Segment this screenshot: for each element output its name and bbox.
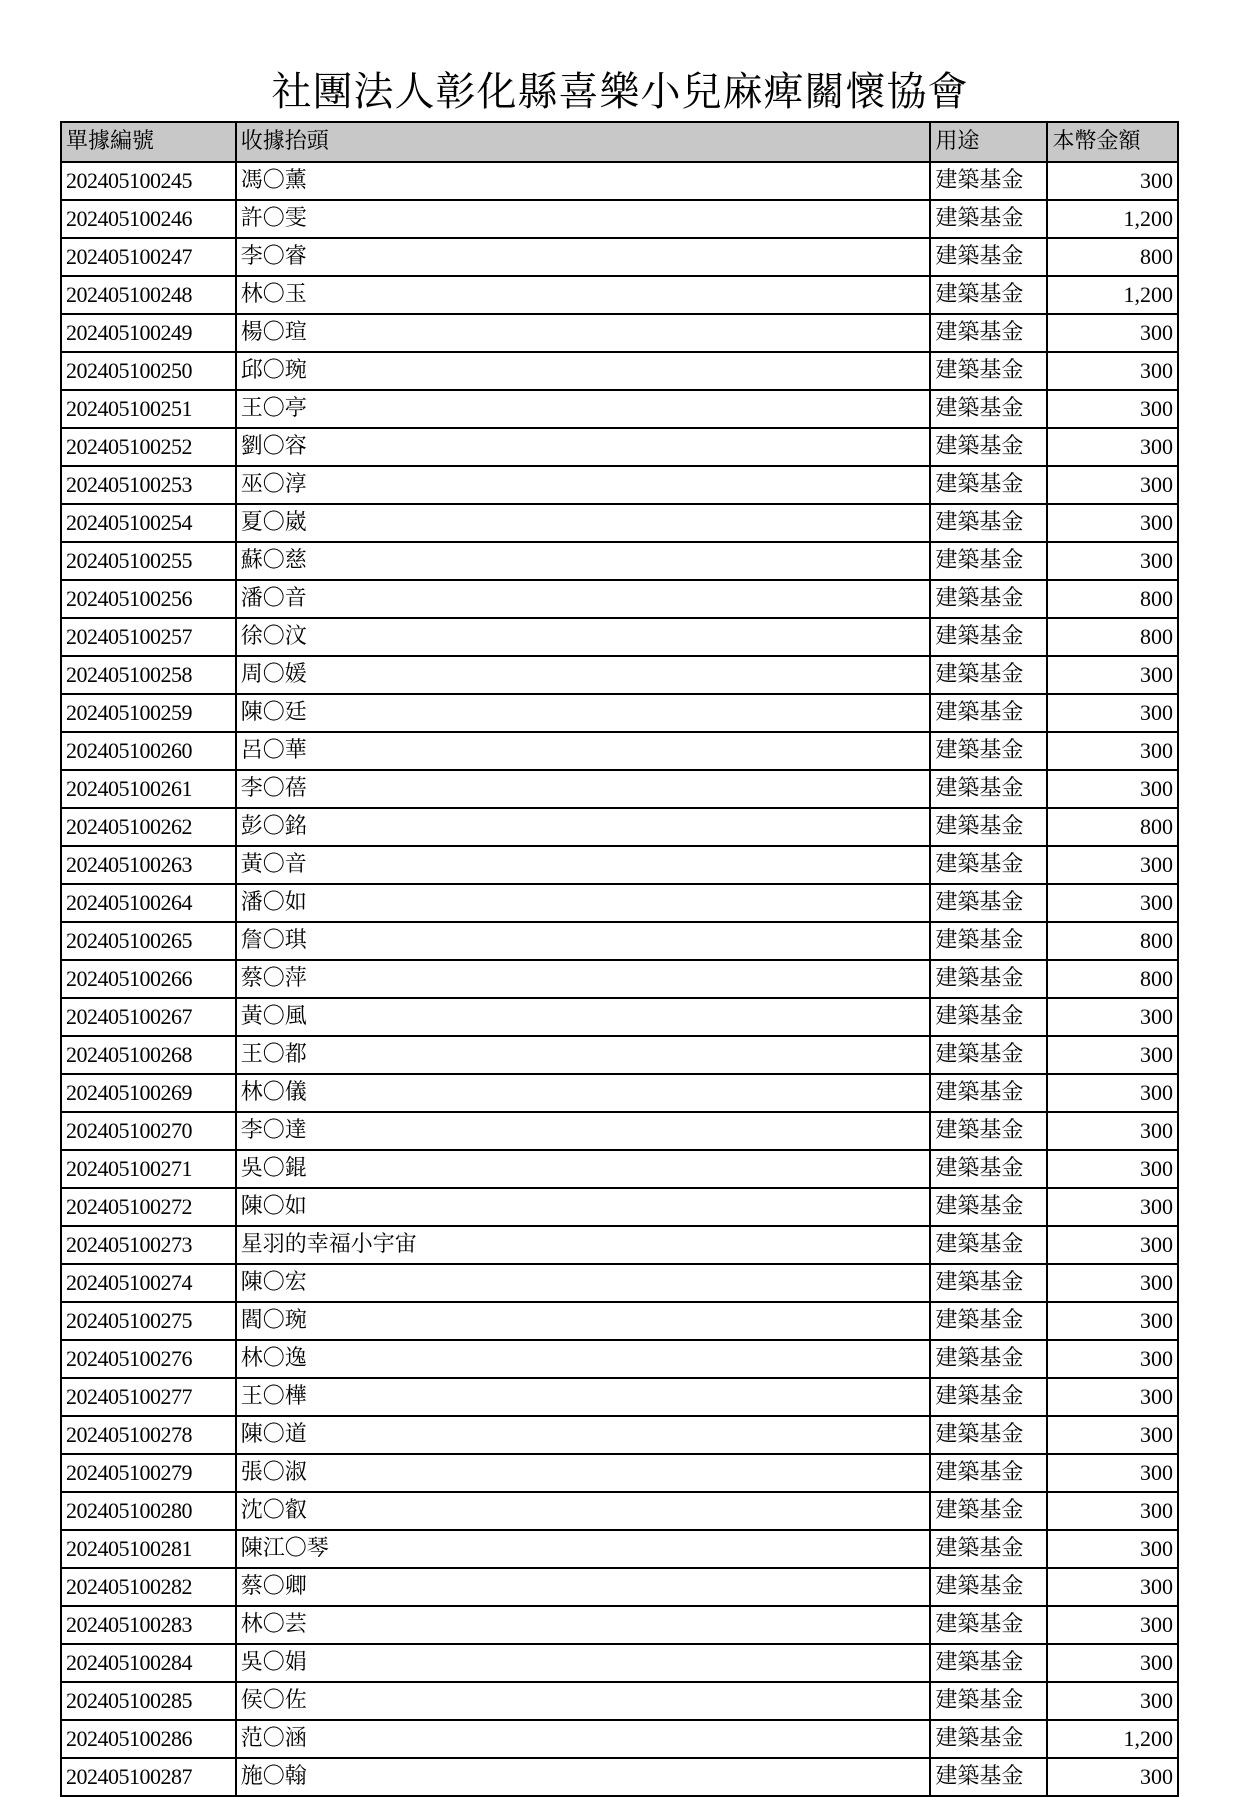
- purpose-cell: 建築基金: [930, 542, 1047, 580]
- table-row: [61, 846, 1178, 884]
- receipt-title-cell: 蔡〇卿: [236, 1568, 931, 1606]
- table-row: [61, 618, 1178, 656]
- receipt-title-cell: 星羽的幸福小宇宙: [236, 1226, 931, 1264]
- receipt-title-cell: 周〇媛: [236, 656, 931, 694]
- receipt-title-cell: 李〇睿: [236, 238, 931, 276]
- table-row: [61, 1264, 1178, 1302]
- receipt-title-cell: 潘〇音: [236, 580, 931, 618]
- receipt-title-cell: 李〇蓓: [236, 770, 931, 808]
- table-row: [61, 1112, 1178, 1150]
- receipt-title-cell: 閻〇琬: [236, 1302, 931, 1340]
- receipt-number-cell: 202405100248: [61, 276, 236, 314]
- receipt-title-cell: 潘〇如: [236, 884, 931, 922]
- amount-cell: 800: [1047, 580, 1178, 618]
- header-receipt-number: 單據編號: [61, 122, 236, 162]
- receipt-number-cell: 202405100266: [61, 960, 236, 998]
- purpose-cell: 建築基金: [930, 1188, 1047, 1226]
- amount-cell: 300: [1047, 162, 1178, 200]
- receipt-number-cell: 202405100285: [61, 1682, 236, 1720]
- table-row: [61, 1340, 1178, 1378]
- receipt-number-cell: 202405100281: [61, 1530, 236, 1568]
- purpose-cell: 建築基金: [930, 1340, 1047, 1378]
- purpose-cell: 建築基金: [930, 390, 1047, 428]
- purpose-cell: 建築基金: [930, 770, 1047, 808]
- amount-cell: 300: [1047, 1302, 1178, 1340]
- receipt-title-cell: 馮〇薰: [236, 162, 931, 200]
- amount-cell: 300: [1047, 694, 1178, 732]
- purpose-cell: 建築基金: [930, 808, 1047, 846]
- receipt-title-cell: 楊〇瑄: [236, 314, 931, 352]
- receipt-title-cell: 彭〇銘: [236, 808, 931, 846]
- table-row: [61, 466, 1178, 504]
- receipt-title-cell: 陳〇道: [236, 1416, 931, 1454]
- table-row: [61, 162, 1178, 200]
- receipt-title-cell: 徐〇汶: [236, 618, 931, 656]
- purpose-cell: 建築基金: [930, 846, 1047, 884]
- purpose-cell: 建築基金: [930, 276, 1047, 314]
- amount-cell: 800: [1047, 960, 1178, 998]
- amount-cell: 300: [1047, 732, 1178, 770]
- receipt-number-cell: 202405100252: [61, 428, 236, 466]
- receipt-title-cell: 林〇逸: [236, 1340, 931, 1378]
- purpose-cell: 建築基金: [930, 200, 1047, 238]
- table-row: [61, 770, 1178, 808]
- receipt-title-cell: 王〇亭: [236, 390, 931, 428]
- table-row: [61, 1226, 1178, 1264]
- receipt-title-cell: 蘇〇慈: [236, 542, 931, 580]
- purpose-cell: 建築基金: [930, 1378, 1047, 1416]
- receipt-title-cell: 林〇儀: [236, 1074, 931, 1112]
- receipt-number-cell: 202405100275: [61, 1302, 236, 1340]
- amount-cell: 300: [1047, 504, 1178, 542]
- table-row: [61, 808, 1178, 846]
- receipt-number-cell: 202405100276: [61, 1340, 236, 1378]
- table-row: [61, 732, 1178, 770]
- receipt-number-cell: 202405100256: [61, 580, 236, 618]
- receipt-number-cell: 202405100255: [61, 542, 236, 580]
- receipt-title-cell: 陳〇廷: [236, 694, 931, 732]
- receipt-number-cell: 202405100274: [61, 1264, 236, 1302]
- amount-cell: 1,200: [1047, 276, 1178, 314]
- receipt-number-cell: 202405100261: [61, 770, 236, 808]
- purpose-cell: 建築基金: [930, 504, 1047, 542]
- purpose-cell: 建築基金: [930, 1264, 1047, 1302]
- receipt-title-cell: 許〇雯: [236, 200, 931, 238]
- amount-cell: 300: [1047, 770, 1178, 808]
- purpose-cell: 建築基金: [930, 466, 1047, 504]
- amount-cell: 300: [1047, 1036, 1178, 1074]
- purpose-cell: 建築基金: [930, 162, 1047, 200]
- receipt-number-cell: 202405100257: [61, 618, 236, 656]
- table-row: [61, 1416, 1178, 1454]
- purpose-cell: 建築基金: [930, 314, 1047, 352]
- purpose-cell: 建築基金: [930, 1416, 1047, 1454]
- table-row: [61, 580, 1178, 618]
- receipt-title-cell: 邱〇琬: [236, 352, 931, 390]
- receipt-number-cell: 202405100250: [61, 352, 236, 390]
- table-row: [61, 1036, 1178, 1074]
- document-title: 社團法人彰化縣喜樂小兒麻痺關懷協會: [271, 69, 969, 115]
- table-row: [61, 1568, 1178, 1606]
- receipt-title-cell: 黃〇音: [236, 846, 931, 884]
- amount-cell: 1,200: [1047, 200, 1178, 238]
- table-row: [61, 276, 1178, 314]
- table-row: [61, 1682, 1178, 1720]
- receipt-number-cell: 202405100270: [61, 1112, 236, 1150]
- receipt-number-cell: 202405100263: [61, 846, 236, 884]
- amount-cell: 800: [1047, 808, 1178, 846]
- purpose-cell: 建築基金: [930, 998, 1047, 1036]
- header-amount: 本幣金額: [1047, 122, 1178, 162]
- receipt-number-cell: 202405100287: [61, 1758, 236, 1796]
- amount-cell: 300: [1047, 1416, 1178, 1454]
- amount-cell: 300: [1047, 884, 1178, 922]
- receipt-title-cell: 張〇淑: [236, 1454, 931, 1492]
- table-row: [61, 1378, 1178, 1416]
- purpose-cell: 建築基金: [930, 1682, 1047, 1720]
- amount-cell: 800: [1047, 922, 1178, 960]
- table-row: [61, 1188, 1178, 1226]
- receipt-number-cell: 202405100284: [61, 1644, 236, 1682]
- amount-cell: 300: [1047, 1340, 1178, 1378]
- amount-cell: 300: [1047, 1758, 1178, 1796]
- amount-cell: 300: [1047, 1682, 1178, 1720]
- amount-cell: 300: [1047, 1568, 1178, 1606]
- receipt-number-cell: 202405100286: [61, 1720, 236, 1758]
- table-row: [61, 542, 1178, 580]
- amount-cell: 300: [1047, 390, 1178, 428]
- receipt-title-cell: 巫〇淳: [236, 466, 931, 504]
- receipt-number-cell: 202405100249: [61, 314, 236, 352]
- table-row: [61, 1302, 1178, 1340]
- receipt-title-cell: 陳江〇琴: [236, 1530, 931, 1568]
- table-row: [61, 1492, 1178, 1530]
- receipt-title-cell: 范〇涵: [236, 1720, 931, 1758]
- receipt-table: [60, 121, 1179, 1797]
- table-row: [61, 656, 1178, 694]
- receipt-title-cell: 劉〇容: [236, 428, 931, 466]
- receipt-title-cell: 呂〇華: [236, 732, 931, 770]
- table-row: [61, 1454, 1178, 1492]
- receipt-number-cell: 202405100279: [61, 1454, 236, 1492]
- purpose-cell: 建築基金: [930, 1530, 1047, 1568]
- receipt-title-cell: 陳〇如: [236, 1188, 931, 1226]
- amount-cell: 300: [1047, 1492, 1178, 1530]
- purpose-cell: 建築基金: [930, 884, 1047, 922]
- table-row: [61, 1074, 1178, 1112]
- header-purpose: 用途: [930, 122, 1047, 162]
- table-row: [61, 314, 1178, 352]
- amount-cell: 300: [1047, 1454, 1178, 1492]
- receipt-number-cell: 202405100268: [61, 1036, 236, 1074]
- amount-cell: 300: [1047, 1074, 1178, 1112]
- receipt-title-cell: 李〇達: [236, 1112, 931, 1150]
- amount-cell: 1,200: [1047, 1720, 1178, 1758]
- table-row: [61, 1758, 1178, 1796]
- amount-cell: 300: [1047, 1188, 1178, 1226]
- receipt-title-cell: 侯〇佐: [236, 1682, 931, 1720]
- receipt-title-cell: 夏〇崴: [236, 504, 931, 542]
- purpose-cell: 建築基金: [930, 238, 1047, 276]
- purpose-cell: 建築基金: [930, 1074, 1047, 1112]
- purpose-cell: 建築基金: [930, 618, 1047, 656]
- purpose-cell: 建築基金: [930, 1720, 1047, 1758]
- purpose-cell: 建築基金: [930, 656, 1047, 694]
- purpose-cell: 建築基金: [930, 1226, 1047, 1264]
- receipt-title-cell: 陳〇宏: [236, 1264, 931, 1302]
- amount-cell: 300: [1047, 1644, 1178, 1682]
- purpose-cell: 建築基金: [930, 1454, 1047, 1492]
- receipt-number-cell: 202405100273: [61, 1226, 236, 1264]
- amount-cell: 800: [1047, 238, 1178, 276]
- amount-cell: 300: [1047, 1112, 1178, 1150]
- table-row: [61, 960, 1178, 998]
- receipt-title-cell: 施〇翰: [236, 1758, 931, 1796]
- table-row: [61, 1606, 1178, 1644]
- receipt-number-cell: 202405100251: [61, 390, 236, 428]
- receipt-title-cell: 黃〇風: [236, 998, 931, 1036]
- purpose-cell: 建築基金: [930, 960, 1047, 998]
- table-row: [61, 1150, 1178, 1188]
- table-body: [61, 162, 1178, 1796]
- table-row: [61, 922, 1178, 960]
- receipt-title-cell: 詹〇琪: [236, 922, 931, 960]
- purpose-cell: 建築基金: [930, 428, 1047, 466]
- receipt-number-cell: 202405100245: [61, 162, 236, 200]
- receipt-number-cell: 202405100260: [61, 732, 236, 770]
- amount-cell: 300: [1047, 846, 1178, 884]
- receipt-number-cell: 202405100246: [61, 200, 236, 238]
- receipt-title-cell: 林〇芸: [236, 1606, 931, 1644]
- table-row: [61, 1644, 1178, 1682]
- receipt-number-cell: 202405100280: [61, 1492, 236, 1530]
- receipt-title-cell: 王〇樺: [236, 1378, 931, 1416]
- receipt-number-cell: 202405100253: [61, 466, 236, 504]
- table-row: [61, 504, 1178, 542]
- table-header-row: [61, 122, 1178, 162]
- purpose-cell: 建築基金: [930, 1606, 1047, 1644]
- purpose-cell: 建築基金: [930, 1150, 1047, 1188]
- table-row: [61, 694, 1178, 732]
- receipt-number-cell: 202405100277: [61, 1378, 236, 1416]
- receipt-number-cell: 202405100262: [61, 808, 236, 846]
- table-row: [61, 1720, 1178, 1758]
- table-row: [61, 390, 1178, 428]
- table-row: [61, 1530, 1178, 1568]
- amount-cell: 300: [1047, 1226, 1178, 1264]
- amount-cell: 300: [1047, 352, 1178, 390]
- purpose-cell: 建築基金: [930, 1644, 1047, 1682]
- purpose-cell: 建築基金: [930, 1758, 1047, 1796]
- receipt-title-cell: 王〇都: [236, 1036, 931, 1074]
- amount-cell: 300: [1047, 1264, 1178, 1302]
- amount-cell: 300: [1047, 314, 1178, 352]
- table-row: [61, 428, 1178, 466]
- receipt-title-cell: 蔡〇萍: [236, 960, 931, 998]
- purpose-cell: 建築基金: [930, 922, 1047, 960]
- amount-cell: 300: [1047, 656, 1178, 694]
- amount-cell: 300: [1047, 998, 1178, 1036]
- receipt-number-cell: 202405100254: [61, 504, 236, 542]
- amount-cell: 300: [1047, 1378, 1178, 1416]
- header-receipt-title: 收據抬頭: [236, 122, 931, 162]
- purpose-cell: 建築基金: [930, 352, 1047, 390]
- amount-cell: 300: [1047, 1150, 1178, 1188]
- table-row: [61, 352, 1178, 390]
- table-row: [61, 200, 1178, 238]
- purpose-cell: 建築基金: [930, 580, 1047, 618]
- purpose-cell: 建築基金: [930, 1492, 1047, 1530]
- receipt-number-cell: 202405100282: [61, 1568, 236, 1606]
- receipt-number-cell: 202405100278: [61, 1416, 236, 1454]
- receipt-number-cell: 202405100272: [61, 1188, 236, 1226]
- receipt-number-cell: 202405100271: [61, 1150, 236, 1188]
- receipt-title-cell: 吳〇娟: [236, 1644, 931, 1682]
- receipt-title-cell: 林〇玉: [236, 276, 931, 314]
- receipt-number-cell: 202405100247: [61, 238, 236, 276]
- table-row: [61, 998, 1178, 1036]
- purpose-cell: 建築基金: [930, 1302, 1047, 1340]
- receipt-number-cell: 202405100283: [61, 1606, 236, 1644]
- purpose-cell: 建築基金: [930, 694, 1047, 732]
- amount-cell: 300: [1047, 542, 1178, 580]
- receipt-title-cell: 吳〇錕: [236, 1150, 931, 1188]
- receipt-number-cell: 202405100259: [61, 694, 236, 732]
- purpose-cell: 建築基金: [930, 1112, 1047, 1150]
- table-row: [61, 238, 1178, 276]
- amount-cell: 300: [1047, 466, 1178, 504]
- receipt-number-cell: 202405100267: [61, 998, 236, 1036]
- receipt-title-cell: 沈〇叡: [236, 1492, 931, 1530]
- purpose-cell: 建築基金: [930, 1036, 1047, 1074]
- table-row: [61, 884, 1178, 922]
- purpose-cell: 建築基金: [930, 732, 1047, 770]
- amount-cell: 300: [1047, 1606, 1178, 1644]
- receipt-number-cell: 202405100258: [61, 656, 236, 694]
- amount-cell: 300: [1047, 1530, 1178, 1568]
- purpose-cell: 建築基金: [930, 1568, 1047, 1606]
- receipt-number-cell: 202405100265: [61, 922, 236, 960]
- amount-cell: 800: [1047, 618, 1178, 656]
- receipt-number-cell: 202405100264: [61, 884, 236, 922]
- amount-cell: 300: [1047, 428, 1178, 466]
- receipt-number-cell: 202405100269: [61, 1074, 236, 1112]
